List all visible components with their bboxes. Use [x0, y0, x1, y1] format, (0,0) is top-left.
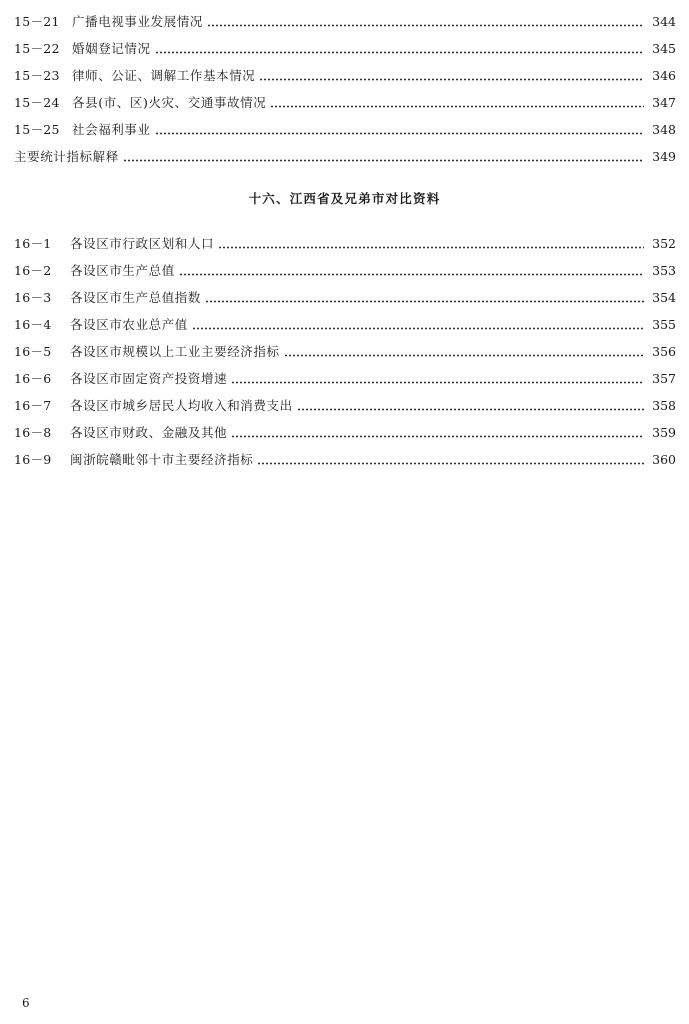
- entry-title: 各县(市、区)火灾、交通事故情况: [72, 95, 267, 110]
- dot-leader: [231, 426, 644, 438]
- entry-title: 各设区市城乡居民人均收入和消费支出: [70, 398, 293, 413]
- entry-page: 355: [652, 317, 676, 332]
- entry-title: 广播电视事业发展情况: [72, 14, 204, 29]
- entry-title: 婚姻登记情况: [72, 41, 151, 56]
- entry-page: 358: [652, 398, 676, 413]
- toc-entry[interactable]: [14, 448, 676, 468]
- entry-number: 15－25: [14, 122, 60, 137]
- entry-page: 352: [652, 236, 676, 251]
- entry-title: 各设区市生产总值指数: [70, 290, 202, 305]
- toc-entry[interactable]: [14, 232, 676, 252]
- entry-number: 16－5: [14, 344, 52, 359]
- entry-page: 354: [652, 290, 676, 305]
- dot-leader: [218, 237, 644, 249]
- entry-title: 闽浙皖赣毗邻十市主要经济指标: [70, 452, 254, 467]
- entry-page: 345: [652, 41, 676, 56]
- dot-leader: [205, 291, 644, 303]
- entry-page: 360: [652, 452, 676, 467]
- entry-title: 各设区市固定资产投资增速: [70, 371, 228, 386]
- page-number: 6: [22, 996, 30, 1010]
- entry-title: 各设区市行政区划和人口: [70, 236, 215, 251]
- toc-entry[interactable]: [14, 421, 676, 441]
- toc-entry[interactable]: [14, 394, 676, 414]
- entry-title: 各设区市生产总值: [70, 263, 175, 278]
- dot-leader: [155, 42, 644, 54]
- toc-entry[interactable]: [14, 259, 676, 279]
- entry-page: 357: [652, 371, 676, 386]
- entry-page: 346: [652, 68, 676, 83]
- entry-number: 16－8: [14, 425, 52, 440]
- dot-leader: [123, 150, 644, 162]
- entry-number: 16－9: [14, 452, 52, 467]
- entry-number: 16－3: [14, 290, 52, 305]
- entry-page: 349: [652, 149, 676, 164]
- toc-entry[interactable]: [14, 10, 676, 30]
- section-heading: 十六、江西省及兄弟市对比资料: [248, 191, 441, 206]
- entry-number: 16－4: [14, 317, 52, 332]
- entry-number: 15－24: [14, 95, 60, 110]
- dot-leader: [259, 69, 644, 81]
- dot-leader: [297, 399, 644, 411]
- toc-entry[interactable]: [14, 340, 676, 360]
- toc-entry[interactable]: [14, 367, 676, 387]
- entry-page: 348: [652, 122, 676, 137]
- toc-entry[interactable]: [14, 91, 676, 111]
- entry-number: 16－7: [14, 398, 52, 413]
- dot-leader: [155, 123, 644, 135]
- entry-title: 各设区市农业总产值: [70, 317, 188, 332]
- dot-leader: [231, 372, 644, 384]
- entry-title: 主要统计指标解释: [14, 149, 119, 164]
- entry-title: 各设区市规模以上工业主要经济指标: [70, 344, 280, 359]
- dot-leader: [179, 264, 644, 276]
- dot-leader: [257, 453, 644, 465]
- dot-leader: [207, 15, 644, 27]
- toc-entry[interactable]: [14, 64, 676, 84]
- entry-number: 16－2: [14, 263, 52, 278]
- entry-page: 353: [652, 263, 676, 278]
- entry-page: 344: [652, 14, 676, 29]
- entry-number: 15－23: [14, 68, 60, 83]
- entry-number: 15－22: [14, 41, 60, 56]
- dot-leader: [192, 318, 644, 330]
- entry-page: 347: [652, 95, 676, 110]
- toc-entry-glossary[interactable]: [14, 145, 676, 165]
- entry-title: 社会福利事业: [72, 122, 151, 137]
- entry-page: 359: [652, 425, 676, 440]
- entry-title: 各设区市财政、金融及其他: [70, 425, 228, 440]
- entry-page: 356: [652, 344, 676, 359]
- dot-leader: [284, 345, 644, 357]
- toc-entry[interactable]: [14, 313, 676, 333]
- toc-entry[interactable]: [14, 286, 676, 306]
- toc-entry[interactable]: [14, 37, 676, 57]
- dot-leader: [270, 96, 644, 108]
- entry-number: 16－6: [14, 371, 52, 386]
- toc-entry[interactable]: [14, 118, 676, 138]
- entry-number: 15－21: [14, 14, 60, 29]
- entry-number: 16－1: [14, 236, 52, 251]
- entry-title: 律师、公证、调解工作基本情况: [72, 68, 256, 83]
